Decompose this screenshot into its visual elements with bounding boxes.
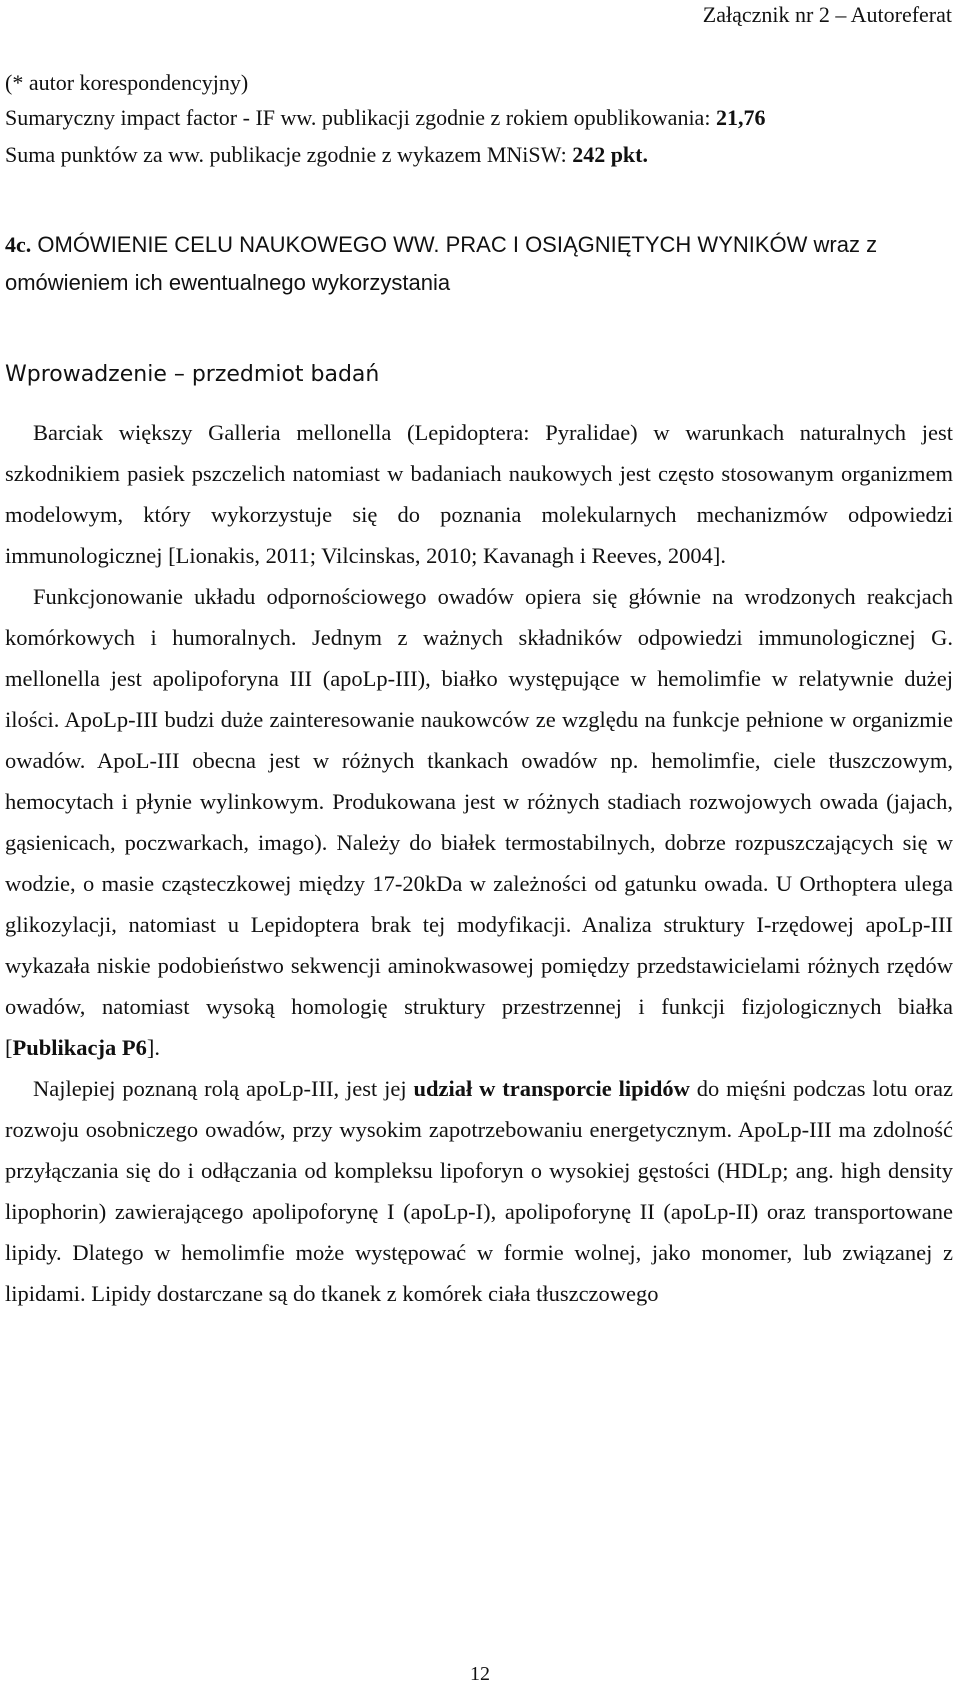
paragraph-2-end: ]. — [146, 1035, 161, 1060]
impact-factor-line — [5, 105, 953, 131]
points-line — [5, 142, 953, 168]
section-title-cont — [5, 270, 953, 296]
paragraph-2-text: Funkcjonowanie układu odpornościowego owadów opiera się głównie na wrodzonych reakcjach komórkowych i humoralnych. Jednym z ważnych składników odpowiedzi immunologicznej G. mellonella jest apolipoforyna III (apoLp-III), białko występujące w hemolimfie w relatywnie dużej ilości. ApoLp-III budzi duże zainteresowanie naukowców ze względu na funkcje pełnione w organizmie owadów. ApoL-III obecna jest w różnych tkankach owadów np. hemolimfie, ciele tłuszczowym, hemocytach i płynie wylinkowym. Produkowana jest w różnych stadiach rozwojowych owada (jajach, gąsienicach, poczwarkach, imago). Należy do białek termostabilnych, dobrze rozpuszczających się w wodzie, o masie cząsteczkowej między 17-20kDa w zależności od gatunku owada. U Orthoptera ulega glikozylacji, natomiast u Lepidoptera brak tej modyfikacji. Analiza struktury I-rzędowej apoLp-III wykazała niskie podobieństwo sekwencji aminokwasowej pomiędzy przedstawicielami różnych rzędów owadów, natomiast wysoką homologię struktury przestrzennej i funkcji fizjologicznych białka [ — [5, 584, 953, 1060]
page-header: Załącznik nr 2 – Autoreferat — [702, 2, 952, 27]
impact-factor-label: Sumaryczny impact factor - IF ww. publikacji zgodnie z rokiem opublikowania: — [5, 105, 716, 130]
impact-factor-value: 21,76 — [715, 105, 766, 130]
section-title — [5, 232, 953, 258]
paragraph-3 — [5, 1068, 953, 1314]
subheading: Wprowadzenie – przedmiot badań — [5, 362, 380, 387]
corresponding-author-note — [5, 70, 953, 96]
paragraph-1: Barciak większy Galleria mellonella (Lepidoptera: Pyralidae) w warunkach naturalnych jest szkodnikiem pasiek pszczelich natomiast w badaniach naukowych jest często stosowanym organizmem modelowym, który wykorzystuje się do poznania molekularnych mechanizmów odpowiedzi immunologicznej [Lionakis, 2011; Vilcinskas, 2010; Kavanagh i Reeves, 2004]. — [5, 420, 953, 568]
corresponding-text: (* autor korespondencyjny) — [5, 70, 249, 95]
paragraph-3-end: do mięśni podczas lotu oraz rozwoju osobniczego owadów, przy wysokim zapotrzebowaniu energetycznym. ApoLp-III ma zdolność przyłączania się do i odłączania od kompleksu lipoforyn o wysokiej gęstości (HDLp; ang. high density lipophorin) zawierającego apolipoforynę I (apoLp-I), apolipoforynę II (apoLp-II) oraz transportowane lipidy. Dlatego w hemolimfie może występować w formie wolnej, jako monomer, lub związanej z lipidami. Lipidy dostarczane są do tkanek z komórek ciała tłuszczowego — [5, 1076, 953, 1306]
body-text — [5, 412, 953, 1314]
paragraph-3-text: Najlepiej poznaną rolą apoLp-III, jest jej — [33, 1076, 414, 1101]
section-number: 4c. — [5, 232, 32, 257]
section-title-line1: OMÓWIENIE CELU NAUKOWEGO WW. PRAC I OSIĄGNIĘTYCH WYNIKÓW wraz z — [31, 232, 878, 257]
points-value: 242 pkt. — [572, 142, 648, 167]
points-label: Suma punktów za ww. publikacje zgodnie z wykazem MNiSW: — [5, 142, 573, 167]
paragraph-2 — [5, 576, 953, 1068]
section-title-line2: omówieniem ich ewentualnego wykorzystania — [5, 270, 451, 295]
publication-ref: Publikacja P6 — [12, 1035, 147, 1060]
emphasis-text: udział w transporcie lipidów — [413, 1076, 690, 1101]
page-number: 12 — [470, 1663, 490, 1685]
